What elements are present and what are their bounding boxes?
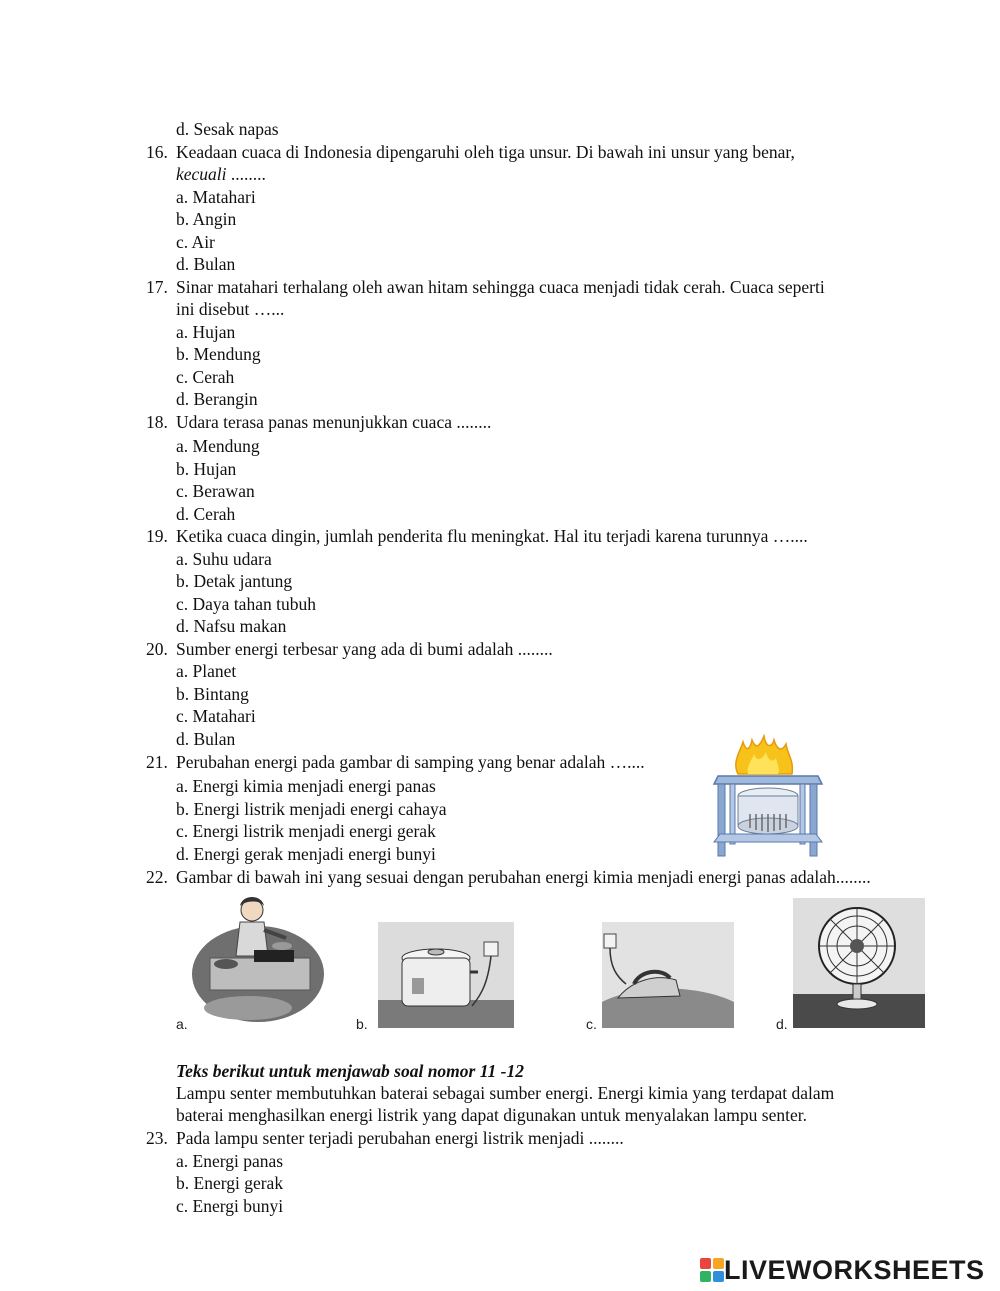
option: a. Mendung: [176, 436, 260, 456]
q15-option-d: d. Sesak napas: [176, 119, 279, 139]
image-label-c: c.: [586, 1016, 597, 1032]
rice-cooker-illustration: [378, 922, 514, 1028]
passage-line-1: Lampu senter membutuhkan baterai sebagai sumber energi. Energi kimia yang terdapat dalam: [176, 1083, 835, 1103]
question-number: 21.: [146, 752, 168, 772]
iron-illustration: [602, 922, 734, 1028]
question-number: 22.: [146, 867, 168, 887]
question-21: [146, 751, 645, 773]
question-text: Keadaan cuaca di Indonesia dipengaruhi oleh tiga unsur. Di bawah ini unsur yang benar,: [176, 142, 795, 162]
liveworksheets-logo[interactable]: [700, 1254, 985, 1286]
question-16-cont: [176, 163, 266, 185]
option: a. Planet: [176, 661, 237, 681]
image-label-d: d.: [776, 1016, 788, 1032]
passage-line-2: baterai menghasilkan energi listrik yang dapat digunakan untuk menyalakan lampu senter.: [176, 1105, 807, 1125]
question-20: [146, 638, 553, 660]
keyword-kecuali: kecuali: [176, 164, 227, 184]
option: c. Matahari: [176, 706, 256, 726]
question-number: 17.: [146, 277, 168, 297]
gas-stove-fire-illustration: [710, 734, 826, 860]
question-number: 20.: [146, 639, 168, 659]
option: b. Energi gerak: [176, 1173, 284, 1193]
option: a. Hujan: [176, 322, 236, 342]
option: b. Bintang: [176, 684, 249, 704]
option: b. Hujan: [176, 459, 237, 479]
question-text: Udara terasa panas menunjukkan cuaca ........: [176, 412, 492, 432]
question-17-cont: ini disebut …...: [176, 299, 285, 319]
question-text: Sinar matahari terhalang oleh awan hitam sehingga cuaca menjadi tidak cerah. Cuaca seperti: [176, 277, 825, 297]
question-text: Gambar di bawah ini yang sesuai dengan perubahan energi kimia menjadi energi panas adalah........: [176, 867, 871, 887]
option: b. Angin: [176, 209, 237, 229]
option: c. Energi listrik menjadi energi gerak: [176, 821, 436, 841]
question-16: [146, 141, 795, 163]
option: b. Detak jantung: [176, 571, 293, 591]
question-23: [146, 1127, 624, 1149]
option: d. Energi gerak menjadi energi bunyi: [176, 844, 436, 864]
question-22: [146, 866, 871, 888]
option: c. Energi bunyi: [176, 1196, 284, 1216]
question-number: 16.: [146, 142, 168, 162]
option: c. Air: [176, 232, 215, 252]
liveworksheets-icon: [700, 1258, 724, 1282]
brand-name: LIVEWORKSHEETS: [724, 1254, 985, 1285]
woman-cooking-illustration: [190, 888, 330, 1028]
question-number: 23.: [146, 1128, 168, 1148]
question-17: [146, 276, 825, 298]
option: d. Cerah: [176, 504, 236, 524]
question-text: Pada lampu senter terjadi perubahan energi listrik menjadi ........: [176, 1128, 624, 1148]
question-text: Ketika cuaca dingin, jumlah penderita flu meningkat. Hal itu terjadi karena turunnya …....: [176, 526, 808, 546]
option: d. Bulan: [176, 729, 236, 749]
image-label-b: b.: [356, 1016, 368, 1032]
question-text: Perubahan energi pada gambar di samping yang benar adalah …....: [176, 752, 645, 772]
option: a. Suhu udara: [176, 549, 272, 569]
option: a. Energi kimia menjadi energi panas: [176, 776, 436, 796]
option: d. Berangin: [176, 389, 258, 409]
passage-heading: Teks berikut untuk menjawab soal nomor 11 -12: [176, 1061, 524, 1081]
option: d. Nafsu makan: [176, 616, 287, 636]
electric-fan-illustration: [793, 898, 925, 1028]
option: d. Bulan: [176, 254, 236, 274]
option: b. Energi listrik menjadi energi cahaya: [176, 799, 447, 819]
question-text-tail: ........: [226, 164, 266, 184]
question-18: [146, 411, 491, 433]
question-text: Sumber energi terbesar yang ada di bumi adalah ........: [176, 639, 553, 659]
option: c. Cerah: [176, 367, 235, 387]
question-number: 19.: [146, 526, 168, 546]
option: c. Berawan: [176, 481, 255, 501]
option: c. Daya tahan tubuh: [176, 594, 316, 614]
option: a. Energi panas: [176, 1151, 284, 1171]
question-19: [146, 525, 808, 547]
option: b. Mendung: [176, 344, 261, 364]
image-label-a: a.: [176, 1016, 188, 1032]
option: a. Matahari: [176, 187, 256, 207]
question-number: 18.: [146, 412, 168, 432]
